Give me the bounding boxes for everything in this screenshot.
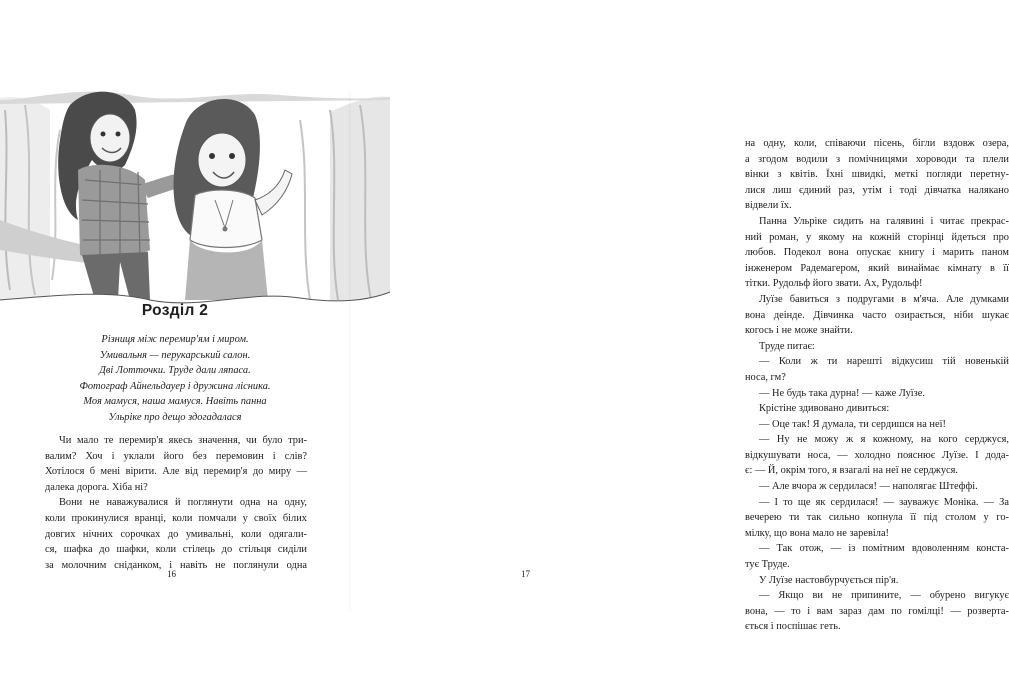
page-number: 17 — [521, 569, 530, 579]
text-line: — Якщо ви не припините, — обурено вигукує — [759, 590, 1009, 602]
text-line: тує Труде. — [745, 559, 790, 571]
text-line: є: — Й, окрім того, я взагалі на неї не серджуся. — [745, 465, 959, 477]
text-line: вона, — то і вам зараз дам по гомілці! — розверта- — [745, 605, 1009, 617]
page-number: 16 — [167, 569, 176, 579]
right-body-text — [745, 136, 1009, 635]
text-line: Вони не наважувалися й поглянути одна на одну, — [59, 497, 307, 509]
text-line: за молочним сніданком, і навіть не поглянули одна — [45, 559, 307, 571]
epigraph-line: Моя мамуся, наша мамуся. Навіть панна — [83, 396, 267, 408]
text-line: — Так отож, — із помітним вдоволенням конста- — [759, 543, 1009, 555]
text-line: вечерею ти так сильно копнула її під столом у го- — [745, 512, 1009, 524]
text-line: — Ну не можу ж я кожному, на кого серджуся, — [759, 434, 1009, 446]
chapter-illustration — [0, 0, 400, 310]
text-line: тітки. Рудольф його звати. Ах, Рудольф! — [745, 278, 923, 290]
text-line: — Але вчора ж сердилася! — наполягає Штеффі. — [759, 481, 978, 493]
text-line: носа, гм? — [745, 371, 786, 383]
text-line: а згодом водили з помічницями хороводи та плели — [745, 153, 1009, 165]
text-line: Труде питає: — [759, 340, 815, 352]
text-line: Панна Ульріке сидить на галявині і читає прекрас- — [759, 215, 1009, 227]
text-line: ся, шафка до шафки, коли стілець до стільця сиділи — [45, 544, 307, 556]
text-line: мілку, що вона мало не заревіла! — [745, 527, 890, 539]
epigraph-line: Фотограф Айнельдауер і дружина лісника. — [79, 380, 271, 392]
text-line: Чи мало те перемир'я якесь значення, чи було три- — [59, 435, 307, 446]
text-line: Луїзе бавиться з подругами в м'яча. Але думками — [759, 293, 1009, 305]
text-line: — Не будь така дурна! — каже Луїзе. — [759, 387, 925, 399]
text-line: валим? Хоч і уклали його без перемовин і слів? — [45, 450, 307, 462]
text-line: когось і не може знайти. — [745, 325, 853, 337]
text-line: — Оце так! Я думала, ти сердишся на неї! — [759, 418, 946, 430]
text-line: — Коли ж ти нарешті відкусиш тій новенькій — [759, 356, 1009, 368]
text-line: У Луїзе настовбурчується пір'я. — [759, 574, 899, 586]
epigraph-line: Різниця між перемир'ям і миром. — [101, 334, 249, 345]
text-line: вінки з квітів. Їхні швидкі, меткі погляди перетну- — [745, 169, 1009, 181]
text-line: любов. Подекол вона опускає книгу і марить паном — [745, 247, 1009, 259]
left-page — [0, 0, 350, 700]
epigraph-line: Умивальня — перукарський салон. — [99, 349, 251, 361]
right-page — [350, 0, 1009, 700]
left-body-text — [45, 433, 307, 573]
text-line: Хотілося б мені вірити. Але від перемир'я до миру — — [45, 466, 307, 478]
text-line: відвели їх. — [745, 200, 792, 212]
epigraph-line: Дві Лотточки. Труде дали ляпаса. — [99, 365, 251, 377]
chapter-title: Розділ 2 — [141, 302, 209, 319]
chapter-epigraph — [60, 332, 290, 426]
text-line: лися лиш єдиний раз, утім і тоді дівчатка налякано — [745, 184, 1009, 196]
text-line: на одну, коли, співаючи пісень, бігли вздовж озера, — [745, 138, 1009, 149]
text-line: ний роман, у якому на кожній сторінці йдеться про — [745, 231, 1009, 243]
epigraph-line: Ульріке про дещо здогадалася — [108, 411, 242, 423]
text-line: коли прокинулися вранці, коли помчали у своїх білих — [45, 512, 307, 524]
text-line: Крістіне здивовано дивиться: — [759, 403, 890, 415]
text-line: далека дорога. Хіба ні? — [45, 481, 148, 493]
text-line: — І то ще як сердилася! — зауважує Моніка. — За — [759, 496, 1009, 508]
text-line: довгих нічних сорочках до умивальні, коли одягали- — [45, 528, 307, 540]
text-line: вона деінде. Дівчинка часто озирається, ніби шукає — [745, 309, 1009, 321]
text-line: інженером Радемагером, який винаймає кімнату в її — [745, 262, 1009, 274]
text-line: ється і поспішає геть. — [745, 621, 841, 633]
text-line: відкушувати носа, — холодно пояснює Луїзе. І дода- — [745, 449, 1009, 461]
